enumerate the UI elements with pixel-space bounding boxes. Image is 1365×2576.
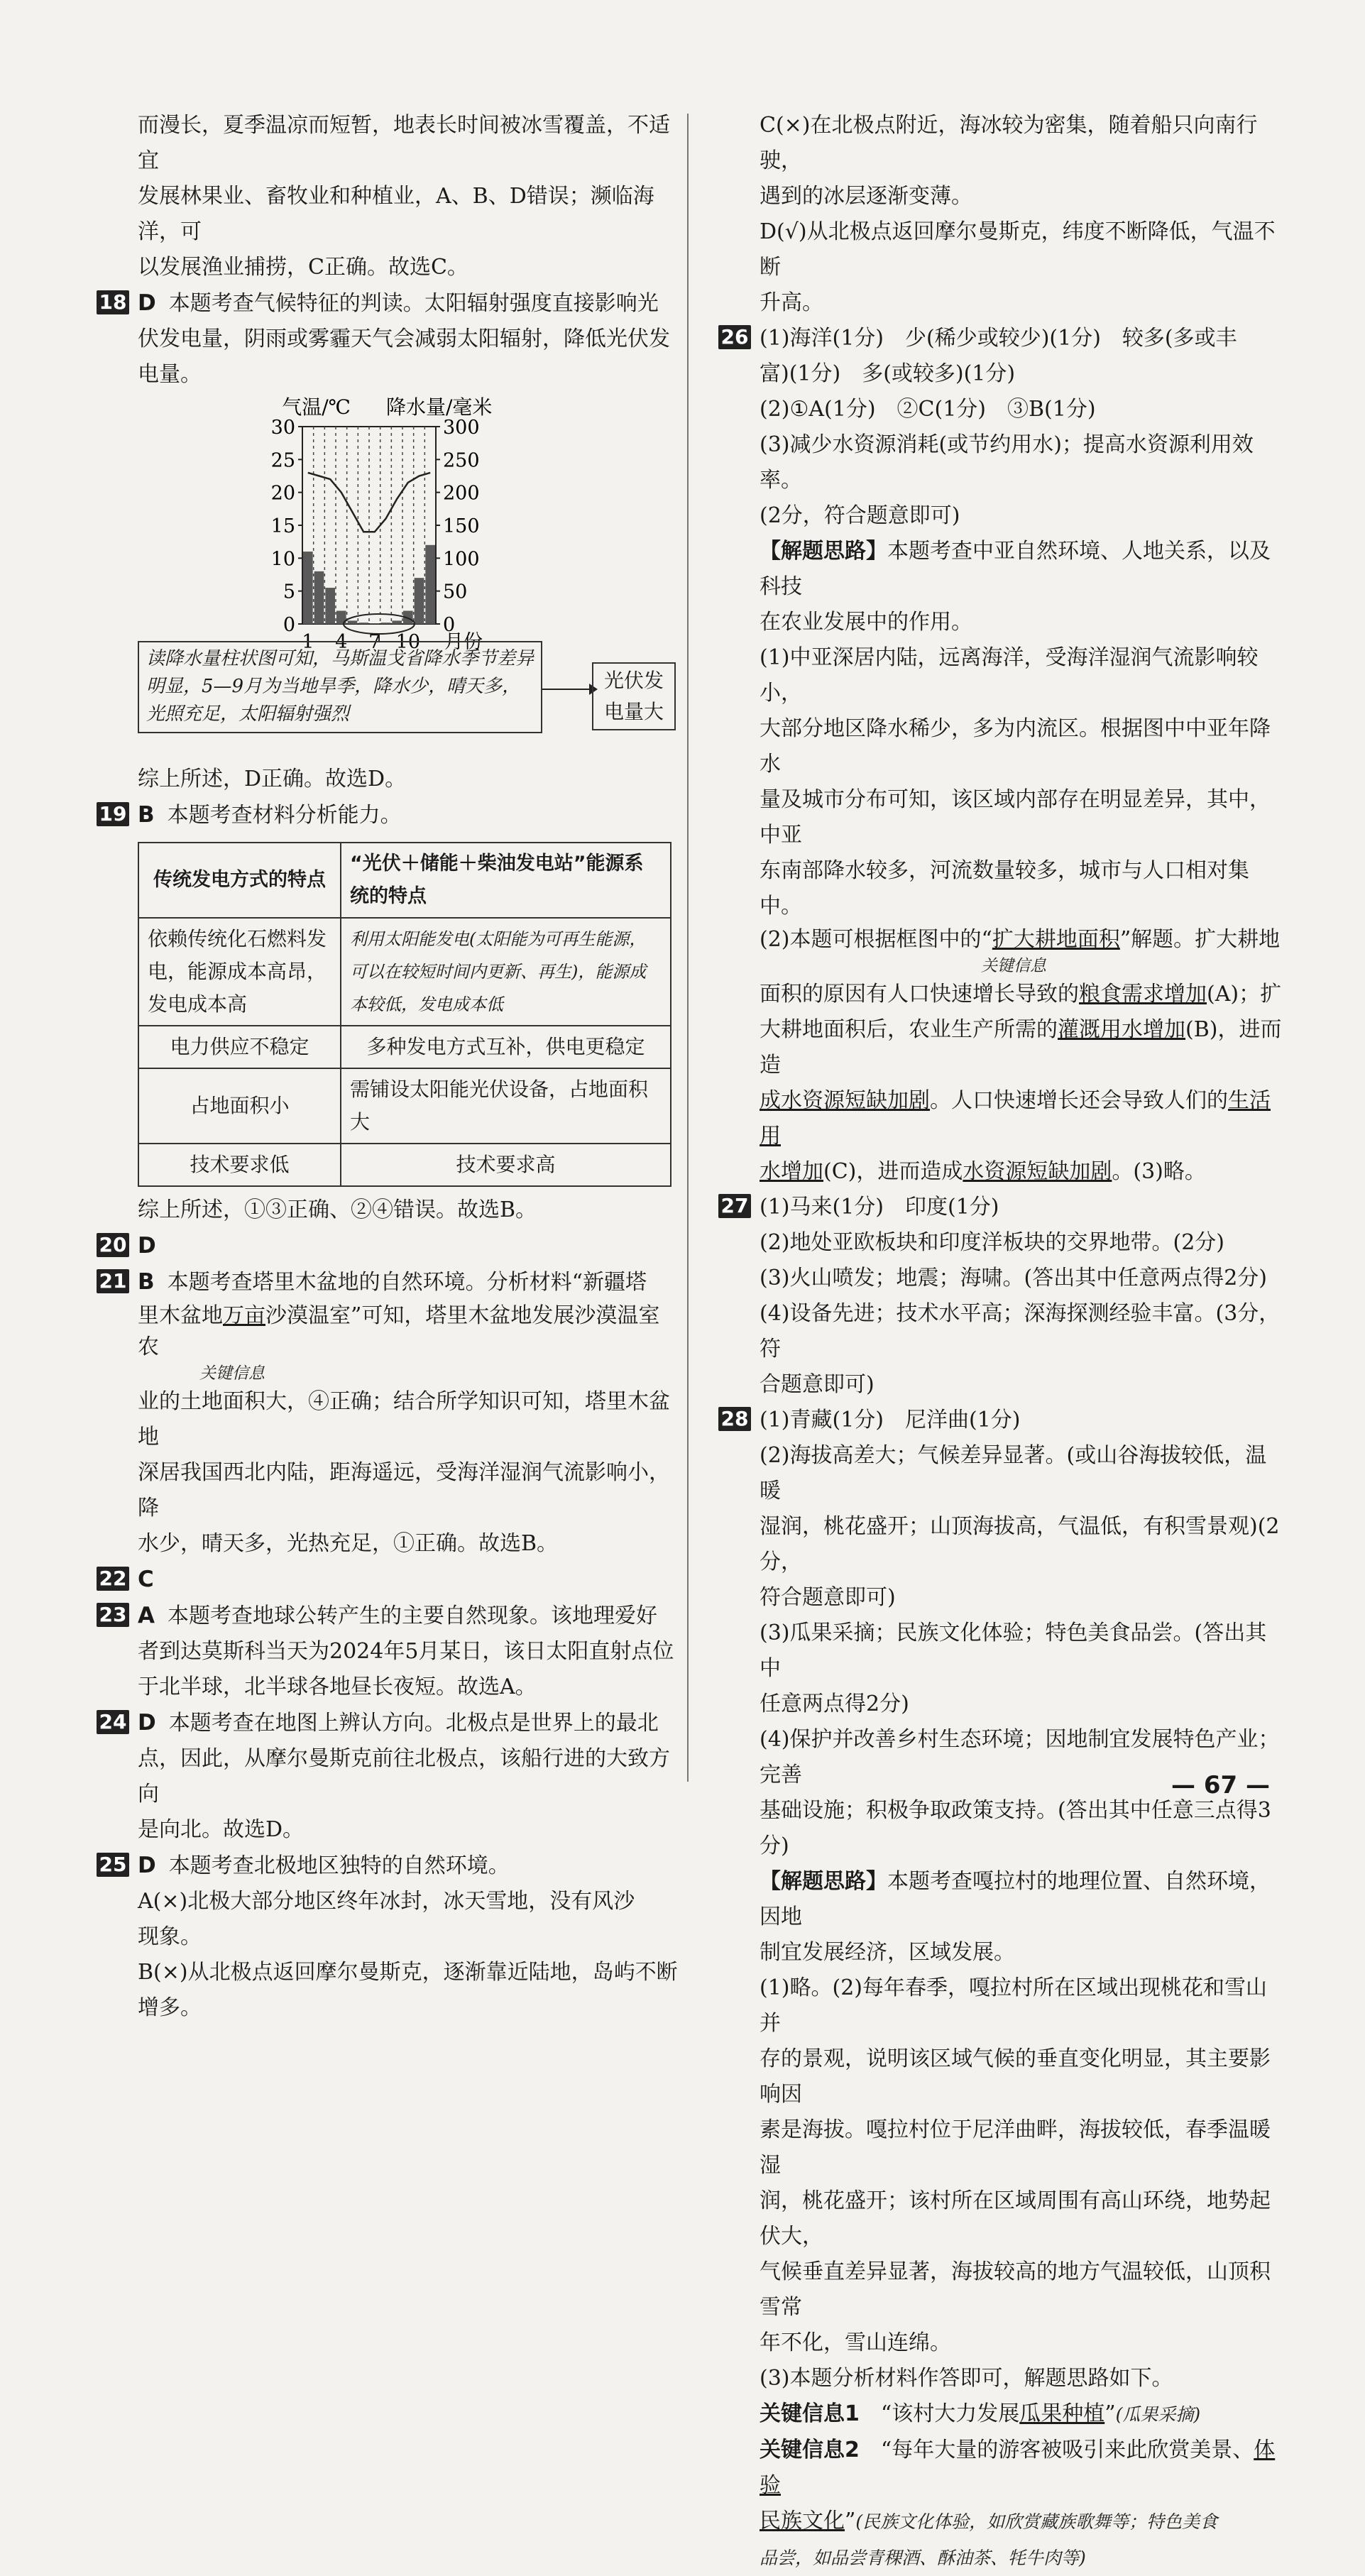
text-span: “每年大量的游客被吸引来此欣赏美景、 bbox=[880, 2438, 1254, 2462]
text-line: 遇到的冰层逐渐变薄。 bbox=[760, 184, 972, 209]
text-line: 任意两点得2分) bbox=[760, 1692, 909, 1716]
text-line: 基础设施；积极争取政策支持。(答出其中任意三点得3分) bbox=[760, 1798, 1271, 1858]
text-span: 面积的原因有人口快速增长导致的 bbox=[760, 982, 1079, 1007]
answer-25 bbox=[97, 1848, 679, 2026]
left-column bbox=[97, 108, 679, 2026]
question-number: 28 bbox=[718, 1407, 751, 1431]
answer-letter: B bbox=[138, 1269, 155, 1295]
text-line: 本题考查塔里木盆地的自然环境。分析材料“新疆塔 bbox=[167, 1270, 647, 1295]
column-divider bbox=[687, 114, 689, 1782]
text-line: 点，因此，从摩尔曼斯克前往北极点，该船行进的大致方向 bbox=[138, 1746, 670, 1807]
question-number: 25 bbox=[97, 1853, 129, 1877]
table-cell: 技术要求低 bbox=[138, 1144, 341, 1186]
text-line: 量及城市分布可知，该区域内部存在明显差异，其中，中亚 bbox=[760, 787, 1271, 848]
key-phrase: 粮食需求增加 bbox=[1079, 982, 1207, 1007]
text-line: (2)海拔高差大；气候差异显著。(或山谷海拔较低，温暖 bbox=[760, 1443, 1267, 1503]
text-line: (3)减少水资源消耗(或节约用水)；提高水资源利用效率。 bbox=[760, 432, 1254, 493]
key-phrase: 民族文化 bbox=[760, 2509, 845, 2533]
table-row bbox=[138, 918, 671, 1026]
text-line: (1)马来(1分) 印度(1分) bbox=[760, 1195, 999, 1220]
answer-letter: C bbox=[138, 1567, 154, 1592]
solution-label: 【解题思路】 bbox=[760, 539, 887, 564]
text-line: (1)略。(2)每年春季，嘎拉村所在区域出现桃花和雪山并 bbox=[760, 1975, 1267, 2036]
text-line: 以发展渔业捕捞，C正确。故选C。 bbox=[138, 255, 468, 280]
table-cell: 电力供应不稳定 bbox=[138, 1026, 341, 1068]
text-span: 。(3)略。 bbox=[1112, 1159, 1206, 1184]
text-line: 素是海拔。嘎拉村位于尼洋曲畔，海拔较低，春季温暖湿 bbox=[760, 2117, 1271, 2178]
answer-25-continued bbox=[718, 108, 1286, 321]
key-info-tag: 关键信息 bbox=[199, 1364, 265, 1383]
answer-letter: D bbox=[138, 1233, 156, 1259]
answer-18 bbox=[97, 285, 679, 797]
text-line: 综上所述，①③正确、②④错误。故选B。 bbox=[138, 1197, 537, 1222]
y-right-tick-label: 200 bbox=[443, 482, 480, 505]
question-number: 18 bbox=[97, 290, 129, 314]
key-phrase: 瓜果种植 bbox=[1019, 2401, 1105, 2426]
answer-27 bbox=[718, 1190, 1286, 1403]
handwritten-note: (民族文化体验，如欣赏藏族歌舞等；特色美食 bbox=[855, 2511, 1218, 2532]
table-header-row bbox=[138, 843, 671, 918]
text-line: 发展林果业、畜牧业和种植业，A、B、D错误；濒临海洋，可 bbox=[138, 184, 654, 244]
key-info-label: 关键信息1 bbox=[760, 2401, 860, 2426]
page-number: — 67 — bbox=[1171, 1771, 1270, 1799]
text-line: 电量。 bbox=[138, 362, 202, 387]
handwritten-note: 品尝，如品尝青稞酒、酥油茶、牦牛肉等) bbox=[760, 2548, 1086, 2568]
text-line: (4)设备先进；技术水平高；深海探测经验丰富。(3分，符 bbox=[760, 1301, 1281, 1361]
table-cell: 多种发电方式互补，供电更稳定 bbox=[341, 1026, 671, 1068]
text-line: 于北半球，北半球各地昼长夜短。故选A。 bbox=[138, 1675, 537, 1699]
text-line: 大部分地区降水稀少，多为内流区。根据图中中亚年降水 bbox=[760, 716, 1271, 777]
text-line: 本题考查在地图上辨认方向。北极点是世界上的最北 bbox=[168, 1711, 659, 1736]
answer-letter: B bbox=[138, 802, 155, 828]
text-span: (2)本题可根据框图中的“ bbox=[760, 927, 992, 952]
answer-19 bbox=[97, 797, 679, 1228]
y-right-tick-label: 50 bbox=[443, 581, 468, 603]
x-tick-label: 1 bbox=[302, 631, 314, 653]
y-right-tick-label: 150 bbox=[443, 515, 480, 537]
text-line: (1)中亚深居内陆，远离海洋，受海洋湿润气流影响较小， bbox=[760, 645, 1259, 706]
text-line: 本题考查气候特征的判读。太阳辐射强度直接影响光 bbox=[168, 291, 659, 316]
table-row bbox=[138, 1068, 671, 1144]
text-span: ”解题。扩大耕地 bbox=[1119, 927, 1281, 952]
question-number: 24 bbox=[97, 1710, 129, 1734]
text-line: B(×)从北极点返回摩尔曼斯克，逐渐靠近陆地，岛屿不断 bbox=[138, 1960, 678, 1985]
precip-bar bbox=[348, 620, 358, 624]
text-line: (2)地处亚欧板块和印度洋板块的交界地带。(2分) bbox=[760, 1230, 1224, 1255]
text-line: 深居我国西北内陆，距海遥远，受海洋湿润气流影响小，降 bbox=[138, 1460, 670, 1520]
table-row bbox=[138, 1026, 671, 1068]
precip-bar bbox=[325, 588, 335, 624]
precip-bar bbox=[370, 623, 380, 624]
precip-bar bbox=[303, 552, 313, 624]
answer-letter: D bbox=[138, 1853, 156, 1878]
text-line: 在农业发展中的作用。 bbox=[760, 610, 972, 635]
key-phrase: 水资源短缺加剧 bbox=[963, 1159, 1112, 1184]
y-left-tick-label: 25 bbox=[270, 449, 295, 472]
question-number: 23 bbox=[97, 1603, 129, 1627]
text-line: 本题考查材料分析能力。 bbox=[167, 803, 402, 828]
precip-bar bbox=[415, 578, 424, 624]
key-phrase: 万亩 bbox=[223, 1303, 265, 1328]
key-info-label: 关键信息2 bbox=[760, 2438, 860, 2462]
y-left-tick-label: 5 bbox=[283, 581, 295, 603]
text-span: “该村大力发展 bbox=[880, 2401, 1020, 2426]
text-line: (1)海洋(1分) 少(稀少或较少)(1分) 较多(多或丰 bbox=[760, 326, 1237, 351]
text-line: 气候垂直差异显著，海拔较高的地方气温较低，山顶积雪常 bbox=[760, 2259, 1271, 2320]
table-row bbox=[138, 1144, 671, 1186]
answer-26 bbox=[718, 321, 1286, 1190]
table-header-cell: “光伏＋储能＋柴油发电站”能源系统的特点 bbox=[341, 843, 671, 918]
text-line: (2分，符合题意即可) bbox=[760, 503, 960, 528]
answer-letter: D bbox=[138, 1710, 156, 1736]
text-line: 符合题意即可) bbox=[760, 1585, 896, 1610]
question-number: 26 bbox=[718, 325, 751, 349]
text-span: (B)，进而造 bbox=[760, 1017, 1282, 1078]
text-span: 本题考查嘎拉村的地理位置、自然环境，因地 bbox=[760, 1869, 1271, 1929]
text-line: 业的土地面积大，④正确；结合所学知识可知，塔里木盆地 bbox=[138, 1389, 670, 1449]
precip-bar bbox=[314, 571, 324, 624]
text-line: 伏发电量，阴雨或雾霾天气会减弱太阳辐射，降低光伏发 bbox=[138, 327, 670, 351]
question-number: 27 bbox=[718, 1194, 751, 1218]
text-span: 沙漠温室”可知，塔里木盆地发展沙漠温室农 bbox=[138, 1303, 660, 1359]
text-line: 本题考查地球公转产生的主要自然现象。该地理爱好 bbox=[168, 1604, 657, 1628]
text-line: 润，桃花盛开；该村所在区域周围有高山环绕，地势起伏大， bbox=[760, 2188, 1271, 2249]
comparison-table bbox=[138, 842, 671, 1187]
text-line: (3)本题分析材料作答即可，解题思路如下。 bbox=[760, 2366, 1173, 2391]
y-right-tick-label: 250 bbox=[443, 449, 480, 472]
key-phrase: 水增加 bbox=[760, 1159, 823, 1184]
y-right-tick-label: 0 bbox=[443, 614, 456, 636]
text-line: 现象。 bbox=[138, 1924, 202, 1949]
arrow-to-pv bbox=[542, 675, 599, 703]
text-line: D(√)从北极点返回摩尔曼斯克，纬度不断降低，气温不断 bbox=[760, 219, 1276, 280]
text-line: 合题意即可) bbox=[760, 1372, 875, 1397]
y-left-axis-label: 气温/℃ bbox=[282, 395, 351, 419]
table-cell: 利用太阳能发电(太阳能为可再生能源，可以在较短时间内更新、再生)，能源成本较低，发电成本低 bbox=[341, 918, 671, 1026]
answer-28 bbox=[718, 1403, 1286, 2576]
question-number: 21 bbox=[97, 1269, 129, 1293]
table-cell: 占地面积小 bbox=[138, 1068, 341, 1144]
y-left-tick-label: 10 bbox=[270, 548, 295, 571]
handwritten-note: (瓜果采摘) bbox=[1115, 2404, 1201, 2425]
text-line: 升高。 bbox=[760, 290, 823, 315]
key-phrase: 体验 bbox=[760, 2438, 1276, 2498]
text-line: 本题考查北极地区独特的自然环境。 bbox=[168, 1853, 510, 1878]
text-line: 富)(1分) 多(或较多)(1分) bbox=[760, 361, 1016, 386]
answer-20 bbox=[97, 1228, 679, 1264]
text-line: 增多。 bbox=[138, 1995, 202, 2020]
text-line: 制宜发展经济，区域发展。 bbox=[760, 1940, 1015, 1965]
question-number: 19 bbox=[97, 802, 129, 826]
text-span: (C)，进而造成 bbox=[823, 1159, 963, 1184]
x-tick-label: 10 bbox=[395, 631, 421, 653]
text-line: 综上所述，D正确。故选D。 bbox=[138, 767, 407, 791]
text-span: 大耕地面积后，农业生产所需的 bbox=[760, 1017, 1058, 1042]
text-line: C(×)在北极点附近，海冰较为密集，随着船只向南行驶， bbox=[760, 113, 1258, 173]
text-line: 者到达莫斯科当天为2024年5月某日，该日太阳直射点位 bbox=[138, 1639, 674, 1664]
y-left-tick-label: 30 bbox=[270, 417, 295, 439]
text-line: 年不化，雪山连绵。 bbox=[760, 2330, 951, 2355]
y-left-tick-label: 0 bbox=[283, 614, 295, 636]
answer-23 bbox=[97, 1598, 679, 1705]
answer-letter: D bbox=[138, 290, 156, 316]
table-cell: 技术要求高 bbox=[341, 1144, 671, 1186]
table-header-cell: 传统发电方式的特点 bbox=[138, 843, 341, 918]
precip-bar bbox=[425, 545, 435, 624]
text-span: ” bbox=[845, 2509, 856, 2533]
y-right-axis-label: 降水量/毫米 bbox=[386, 395, 493, 419]
text-line: 而漫长，夏季温凉而短暂，地表长时间被冰雪覆盖，不适宜 bbox=[138, 113, 670, 173]
precip-bar bbox=[358, 623, 368, 624]
precip-bar bbox=[381, 623, 391, 624]
table-cell: 依赖传统化石燃料发电，能源成本高昂，发电成本高 bbox=[138, 918, 341, 1026]
intro-paragraph bbox=[97, 108, 679, 285]
key-phrase: 扩大耕地面积 bbox=[992, 927, 1120, 952]
text-line: 东南部降水较多，河流数量较多，城市与人口相对集中。 bbox=[760, 858, 1249, 919]
answer-24 bbox=[97, 1705, 679, 1848]
text-span: 本题考查中亚自然环境、人地关系，以及科技 bbox=[760, 539, 1271, 599]
answer-letter: A bbox=[138, 1603, 155, 1628]
text-span: (A)；扩 bbox=[1207, 982, 1282, 1007]
key-phrase: 生活用 bbox=[760, 1088, 1271, 1149]
right-column bbox=[718, 108, 1286, 2576]
text-span: ” bbox=[1104, 2401, 1116, 2426]
climate-chart bbox=[138, 393, 679, 762]
climate-chart-svg bbox=[138, 393, 684, 653]
key-phrase: 成水资源短缺加剧 bbox=[760, 1088, 930, 1113]
precip-bar bbox=[392, 620, 402, 624]
text-line: (2)①A(1分) ②C(1分) ③B(1分) bbox=[760, 397, 1096, 422]
solution-label: 【解题思路】 bbox=[760, 1869, 887, 1894]
pv-output-box: 光伏发电量大 bbox=[592, 662, 676, 730]
text-line: 水少，晴天多，光热充足，①正确。故选B。 bbox=[138, 1531, 559, 1556]
y-right-tick-label: 300 bbox=[443, 417, 480, 439]
x-tick-label: 7 bbox=[368, 631, 381, 653]
text-line: 湿润，桃花盛开；山顶海拔高，气温低，有积雪景观)(2分， bbox=[760, 1514, 1280, 1574]
text-line: (3)瓜果采摘；民族文化体验；特色美食品尝。(答出其中 bbox=[760, 1621, 1267, 1681]
text-line: 存的景观，说明该区域气候的垂直变化明显，其主要影响因 bbox=[760, 2046, 1271, 2107]
key-phrase: 灌溉用水增加 bbox=[1058, 1017, 1185, 1042]
text-line: (4)保护并改善乡村生态环境；因地制宜发展特色产业；完善 bbox=[760, 1727, 1280, 1787]
text-line: (3)火山喷发；地震；海啸。(答出其中任意两点得2分) bbox=[760, 1266, 1267, 1290]
text-span: 里木盆地 bbox=[138, 1303, 223, 1328]
y-left-tick-label: 15 bbox=[270, 515, 295, 537]
text-line: 是向北。故选D。 bbox=[138, 1817, 305, 1842]
answer-22 bbox=[97, 1562, 679, 1598]
x-tick-label: 4 bbox=[335, 631, 348, 653]
y-right-tick-label: 100 bbox=[443, 548, 480, 571]
question-number: 20 bbox=[97, 1233, 129, 1257]
key-info-tag: 关键信息 bbox=[981, 957, 1046, 975]
table-cell: 需铺设太阳能光伏设备，占地面积大 bbox=[341, 1068, 671, 1144]
chart-annotation-note: 读降水量柱状图可知，马斯温戈省降水季节差异明显，5—9月为当地旱季，降水少，晴天多，光照充足，太阳辐射强烈 bbox=[138, 641, 542, 733]
y-left-tick-label: 20 bbox=[270, 482, 295, 505]
text-line: A(×)北极大部分地区终年冰封，冰天雪地，没有风沙 bbox=[138, 1889, 635, 1914]
text-line: (1)青藏(1分) 尼洋曲(1分) bbox=[760, 1408, 1021, 1432]
question-number: 22 bbox=[97, 1567, 129, 1591]
answer-21 bbox=[97, 1264, 679, 1562]
x-axis-label: 月份 bbox=[444, 631, 483, 653]
text-span: 。人口快速增长还会导致人们的 bbox=[930, 1088, 1228, 1113]
